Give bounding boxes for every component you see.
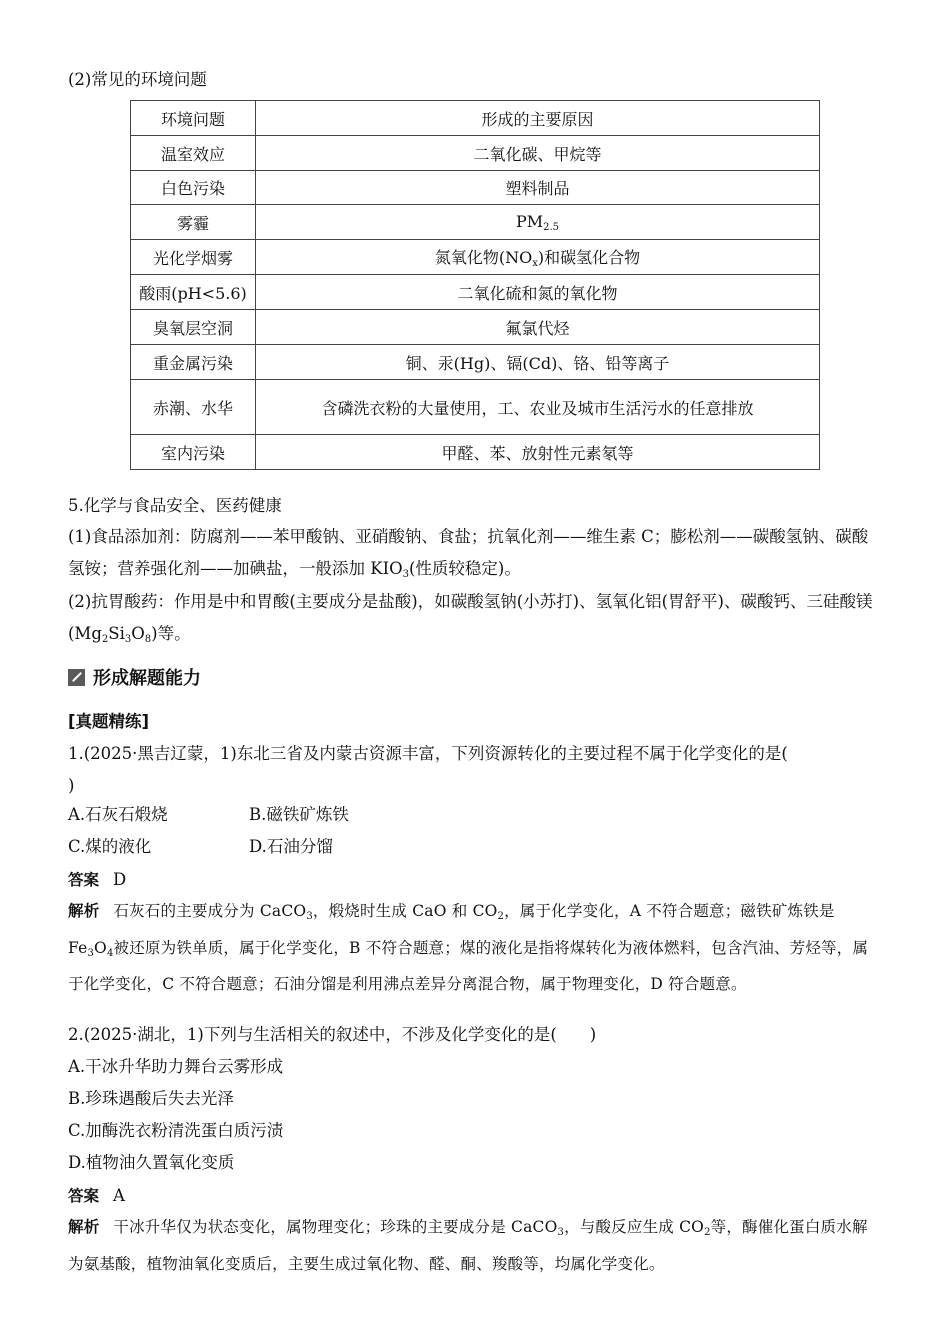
text-run: O: [94, 938, 107, 957]
subscript: 3: [402, 569, 409, 580]
text-run: Si: [108, 624, 125, 643]
q1-stem: [68, 738, 880, 802]
section2-title: (2)常见的环境问题: [68, 70, 207, 89]
section5-title: 5.化学与食品安全、医药健康: [68, 496, 282, 515]
q1-options-row-1: [68, 804, 880, 826]
text-run: (2)抗胃酸药：作用是中和胃酸(主要成分是盐酸)，如碳酸氢钠(小苏打)、氢氧化铝(胃舒平)、碳酸钙、三硅酸镁(Mg: [68, 592, 873, 643]
subscript: 3: [87, 947, 95, 959]
text-run: (1)食品添加剂：防腐剂——苯甲酸钠、亚硝酸钠、食盐；抗氧化剂——维生素 C；膨松剂——碳酸氢钠、碳酸氢铵；营养强化剂——加碘盐，一般添加 KIO: [68, 527, 869, 578]
table-cell: 室内污染: [131, 435, 256, 470]
answer-label: 答案: [68, 871, 100, 889]
subscript: 8: [144, 634, 152, 645]
table-row: [131, 275, 820, 310]
pm-subscript: 2.5: [543, 221, 560, 233]
table-cell: 雾霾: [131, 205, 256, 240]
q2-option-a: A.干冰升华助力舞台云雾形成: [68, 1057, 284, 1076]
q1-options-row-2: [68, 836, 880, 858]
table-cell: 赤潮、水华: [131, 380, 256, 435]
subscript: 2: [497, 911, 505, 922]
text-run: O: [131, 624, 145, 643]
section-heading: [68, 664, 201, 690]
text-run: (性质较稳定)。: [409, 559, 521, 578]
table-cell: 重金属污染: [131, 345, 256, 380]
text-run: ，煅烧时生成 CaO 和 CO: [312, 902, 498, 920]
table-cell: [256, 205, 820, 240]
q1-option-d: D.石油分馏: [249, 837, 333, 856]
environment-table: [130, 100, 820, 470]
table-cell: 酸雨(pH<5.6): [131, 275, 256, 310]
analysis-label: 解析: [68, 902, 100, 920]
text-run: 1.(2025·黑吉辽蒙，1)东北三省及内蒙古资源丰富，下列资源转化的主要过程不属于化学变化的是(: [68, 744, 788, 763]
table-row: [131, 380, 820, 435]
q2-analysis: [68, 1212, 880, 1280]
table-row: [131, 435, 820, 470]
subscript: 3: [124, 634, 132, 645]
text-run: 干冰升华仅为状态变化，属物理变化；珍珠的主要成分是 CaCO: [113, 1218, 558, 1236]
q1-analysis: [68, 896, 880, 1001]
table-cell: [256, 240, 820, 275]
table-cell: 臭氧层空洞: [131, 310, 256, 345]
q1-answer: [68, 869, 880, 891]
nox-subscript: x: [532, 258, 538, 269]
table-cell: 温室效应: [131, 136, 256, 171]
nox-text: 氮氧化物(NO: [434, 248, 533, 267]
table-cell: 铜、汞(Hg)、镉(Cd)、铬、铅等离子: [256, 345, 820, 380]
subscript: 2: [704, 1227, 711, 1238]
q1-option-b: B.磁铁矿炼铁: [249, 805, 349, 824]
q1-option-a: A.石灰石煅烧: [68, 805, 168, 824]
q1-option-c: C.煤的液化: [68, 837, 152, 856]
section5-paragraph-1: [68, 521, 880, 591]
q2-option-b: B.珍珠遇酸后失去光泽: [68, 1089, 234, 1108]
q2-answer: [68, 1185, 880, 1207]
table-cell: 二氧化硫和氮的氧化物: [256, 275, 820, 310]
section5-paragraph-2: [68, 586, 880, 656]
table-row: [131, 345, 820, 380]
table-cell: 氟氯代烃: [256, 310, 820, 345]
table-row: [131, 205, 820, 240]
text-run: ): [68, 776, 75, 795]
text-run: 被还原为铁单质，属于化学变化，B 不符合题意；煤的液化是指将煤转化为液体燃料，包含汽油、芳烃等，属于化学变化，C 不符合题意；石油分馏是利用沸点差异分离混合物，属于物理变化，D 符合题意。: [68, 938, 869, 993]
subscript: 4: [106, 947, 114, 959]
table-header-cell: 环境问题: [131, 101, 256, 136]
table-cell: 含磷洗衣粉的大量使用，工、农业及城市生活污水的任意排放: [256, 380, 820, 435]
table-cell: 甲醛、苯、放射性元素氡等: [256, 435, 820, 470]
text-run: 等，酶催化蛋白质水解为氨基酸，植物油氧化变质后，主要生成过氧化物、醛、酮、羧酸等，均属化学变化。: [68, 1218, 868, 1273]
text-run: ，与酸反应生成 CO: [564, 1218, 705, 1236]
q2-stem: 2.(2025·湖北，1)下列与生活相关的叙述中，不涉及化学变化的是( ): [68, 1025, 597, 1044]
table-row: [131, 240, 820, 275]
table-header-cell: 形成的主要原因: [256, 101, 820, 136]
text-run: 石灰石的主要成分为 CaCO: [113, 902, 307, 920]
analysis-label: 解析: [68, 1218, 100, 1236]
table-cell: 二氧化碳、甲烷等: [256, 136, 820, 171]
text-run: ，属于化学变化，A 不符合题意；磁铁矿炼铁是 Fe: [68, 902, 835, 957]
table-row: [131, 136, 820, 171]
pencil-icon: [68, 669, 85, 686]
subscript: 3: [557, 1227, 565, 1238]
table-cell: 光化学烟雾: [131, 240, 256, 275]
text-run: )等。: [151, 624, 191, 643]
q2-option-c: C.加酶洗衣粉清洗蛋白质污渍: [68, 1121, 284, 1140]
table-header-row: [131, 101, 820, 136]
table-cell: 白色污染: [131, 171, 256, 205]
answer-value: A: [113, 1186, 125, 1205]
table-row: [131, 310, 820, 345]
nox-tail: )和碳氢化合物: [537, 248, 641, 267]
q2-option-d: D.植物油久置氧化变质: [68, 1153, 235, 1172]
table-cell: 塑料制品: [256, 171, 820, 205]
subscript: 3: [306, 911, 313, 922]
answer-label: 答案: [68, 1187, 100, 1205]
real-exam-title: [真题精练]: [68, 712, 150, 731]
table-row: [131, 171, 820, 205]
answer-value: D: [113, 870, 127, 889]
subscript: 2: [101, 634, 109, 645]
heading-text: 形成解题能力: [93, 668, 201, 689]
pm-text: PM: [515, 211, 544, 231]
